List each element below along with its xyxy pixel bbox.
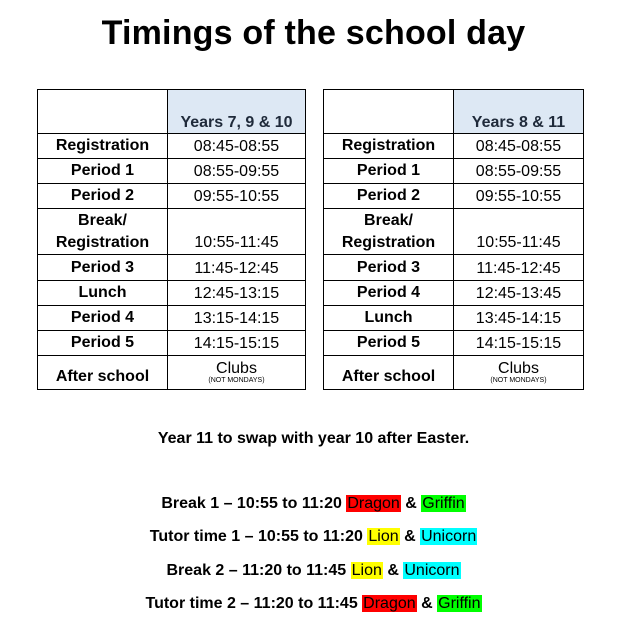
schedule-text: Break 1 – 10:55 to 11:20 [161,495,342,512]
header-blank-cell [38,90,168,134]
header-blank-cell [324,90,454,134]
schedule-text: Break 2 – 11:20 to 11:45 [166,562,347,579]
column-header: Years 7, 9 & 10 [168,90,306,134]
timetable-years-7-9-10 [37,89,306,390]
schedule-line [0,561,627,581]
row-label: Period 2 [38,184,168,209]
row-label: Period 5 [38,331,168,356]
row-time: 12:45-13:45 [454,281,584,306]
row-time: 10:55-11:45 [454,209,584,255]
house-tag: Griffin [438,595,481,612]
after-school-cell [168,356,306,390]
row-time: 14:15-15:15 [454,331,584,356]
row-time: 08:45-08:55 [168,134,306,159]
row-label: Lunch [38,281,168,306]
row-time: 10:55-11:45 [168,209,306,255]
schedule-line [0,527,627,547]
after-school-cell [454,356,584,390]
schedule-line [0,494,627,514]
row-time: 14:15-15:15 [168,331,306,356]
after-school-label: After school [324,356,454,390]
row-label: Period 2 [324,184,454,209]
after-school-label: After school [38,356,168,390]
row-time: 12:45-13:15 [168,281,306,306]
row-label: Period 3 [324,255,454,281]
clubs-text: Clubs [498,360,539,377]
row-time: 13:45-14:15 [454,306,584,331]
row-label: Registration [38,134,168,159]
house-tag: Unicorn [404,562,460,579]
house-tag: Dragon [363,595,416,612]
clubs-note: (NOT MONDAYS) [490,377,547,384]
row-time: 11:45-12:45 [168,255,306,281]
row-label: Break/ Registration [38,209,168,255]
house-tag: Lion [351,562,382,579]
timetable-years-8-11 [323,89,584,390]
house-tag: Unicorn [421,528,477,545]
schedule-text: Tutor time 2 – 11:20 to 11:45 [145,595,358,612]
row-label: Registration [324,134,454,159]
row-label: Period 3 [38,255,168,281]
row-time: 09:55-10:55 [454,184,584,209]
ampersand: & [387,562,399,579]
ampersand: & [404,528,416,545]
house-tag: Griffin [422,495,465,512]
row-time: 08:55-09:55 [168,159,306,184]
row-label: Break/ Registration [324,209,454,255]
row-label: Period 1 [38,159,168,184]
row-label: Period 4 [38,306,168,331]
page-title: Timings of the school day [101,14,526,52]
column-header: Years 8 & 11 [454,90,584,134]
row-label: Lunch [324,306,454,331]
row-time: 08:55-09:55 [454,159,584,184]
ampersand: & [421,595,433,612]
house-tag: Lion [368,528,399,545]
clubs-text: Clubs [216,360,257,377]
house-tag: Dragon [347,495,400,512]
clubs-note: (NOT MONDAYS) [208,377,265,384]
row-label: Period 1 [324,159,454,184]
row-time: 09:55-10:55 [168,184,306,209]
row-time: 13:15-14:15 [168,306,306,331]
schedule-line [0,594,627,614]
row-time: 11:45-12:45 [454,255,584,281]
row-label: Period 5 [324,331,454,356]
ampersand: & [405,495,417,512]
row-time: 08:45-08:55 [454,134,584,159]
easter-note: Year 11 to swap with year 10 after Easter. [157,430,470,447]
row-label: Period 4 [324,281,454,306]
schedule-text: Tutor time 1 – 10:55 to 11:20 [149,528,363,545]
